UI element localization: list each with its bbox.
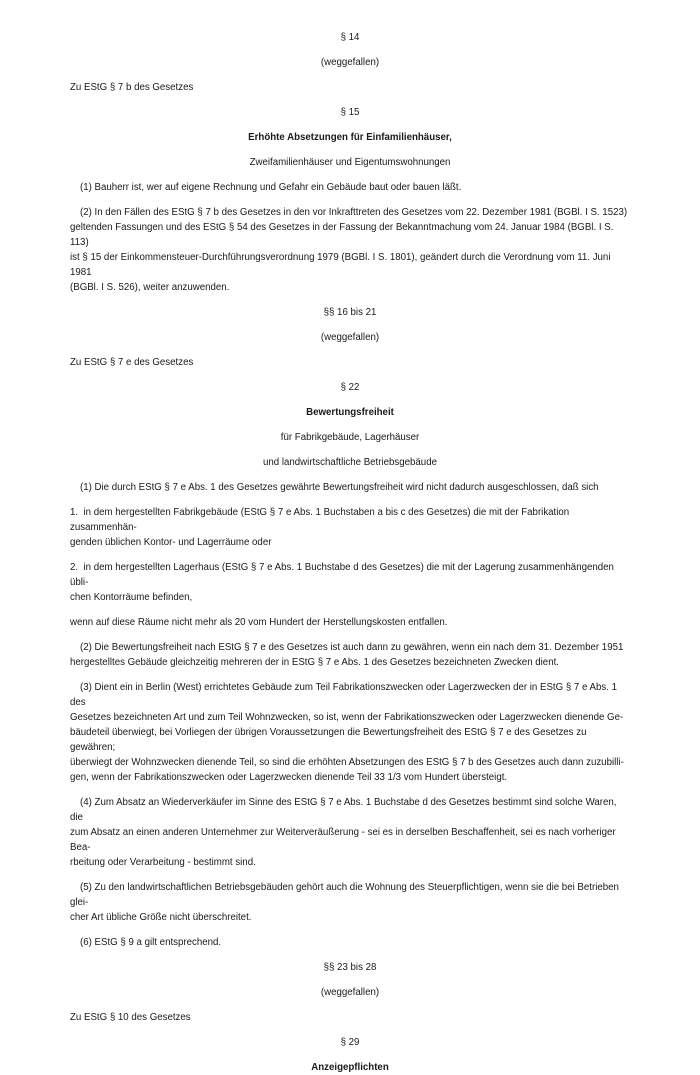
section-number: § 29 (340, 1037, 360, 1048)
section-number: § 15 (340, 107, 360, 118)
section-subtitle: Zweifamilienhäuser und Eigentumswohnungen (249, 157, 451, 168)
paragraph: (6) EStG § 9 a gilt entsprechend. (80, 937, 222, 948)
section-title: Bewertungsfreiheit (306, 407, 394, 418)
repealed-note: (weggefallen) (320, 57, 380, 68)
gesetz-reference-label: Zu EStG § 7 e des Gesetzes (70, 357, 194, 368)
section-number: §§ 23 bis 28 (323, 962, 377, 973)
document-body (70, 30, 630, 1075)
paragraph: (1) Die durch EStG § 7 e Abs. 1 des Gesetzes gewährte Bewertungsfreiheit wird nicht dadurch ausgeschlossen, daß sich (80, 482, 599, 493)
section-subtitle: und landwirtschaftliche Betriebsgebäude (263, 457, 437, 468)
repealed-note: (weggefallen) (320, 987, 380, 998)
gesetz-reference-label: Zu EStG § 7 b des Gesetzes (70, 82, 194, 93)
section-number: § 22 (340, 382, 360, 393)
gesetz-reference-label: Zu EStG § 10 des Gesetzes (70, 1012, 191, 1023)
section-subtitle: für Fabrikgebäude, Lagerhäuser (280, 432, 420, 443)
paragraph: (2) In den Fällen des EStG § 7 b des Gesetzes in den vor Inkrafttreten des Gesetzes vom 22. Dezember 1981 (BGBl. I S. 1523) geltenden Fassungen und des EStG § 54 des Gesetzes in der Fassung der Bekanntmachung vom 24. Januar 1984 (BGBl. I S. 113) ist § 15 der Einkommensteuer-Durchführungsverordnung 1979 (BGBl. I S. 1801), geändert durch die Verordnung vom 11. Juni 1981 (BGBl. I S. 526), weiter anzuwenden. (70, 207, 628, 293)
paragraph: wenn auf diese Räume nicht mehr als 20 vom Hundert der Herstellungskosten entfallen. (70, 617, 448, 628)
section-number: §§ 16 bis 21 (323, 307, 377, 318)
paragraph: (5) Zu den landwirtschaftlichen Betriebsgebäuden gehört auch die Wohnung des Steuerpflichtigen, wenn sie die bei Betrieben glei- cher Art übliche Größe nicht überschreitet. (70, 882, 619, 923)
section-title: Erhöhte Absetzungen für Einfamilienhäuser, (248, 132, 452, 143)
repealed-note: (weggefallen) (320, 332, 380, 343)
list-item: 1. in dem hergestellten Fabrikgebäude (EStG § 7 e Abs. 1 Buchstaben a bis c des Gesetzes) die mit der Fabrikation zusammenhän- genden üblichen Kontor- und Lagerräume oder (70, 507, 570, 548)
section-number: § 14 (340, 32, 360, 43)
paragraph: (1) Bauherr ist, wer auf eigene Rechnung und Gefahr ein Gebäude baut oder bauen läßt. (80, 182, 462, 193)
paragraph: (4) Zum Absatz an Wiederverkäufer im Sinne des EStG § 7 e Abs. 1 Buchstabe d des Gesetzes bestimmt sind solche Waren, die zum Absatz an einen anderen Unternehmer zur Weiterveräußerung - sei es in derselben Beschaffenheit, sei es nach vorheriger Bea- rbeitung oder Verarbeitung - bestimmt sind. (70, 797, 617, 868)
section-title: Anzeigepflichten (311, 1062, 389, 1073)
paragraph: (2) Die Bewertungsfreiheit nach EStG § 7 e des Gesetzes ist auch dann zu gewähren, wenn ein nach dem 31. Dezember 1951 hergestelltes Gebäude gleichzeitig mehreren der in EStG § 7 e Abs. 1 des Gesetzes bezeichneten Zwecken dient. (70, 642, 624, 668)
list-item: 2. in dem hergestellten Lagerhaus (EStG § 7 e Abs. 1 Buchstabe d des Gesetzes) die mit der Lagerung zusammenhängenden übli- chen Kontorräume befinden, (70, 562, 614, 603)
paragraph: (3) Dient ein in Berlin (West) errichtetes Gebäude zum Teil Fabrikationszwecken oder Lagerzwecken der in EStG § 7 e Abs. 1 des Gesetzes bezeichneten Art und zum Teil Wohnzwecken, so ist, wenn der Fabrikationszwecken oder Lagerzwecken dienende Ge- bäudeteil überwiegt, bei Vorliegen der übrigen Voraussetzungen die Bewertungsfreiheit des EStG § 7 e des Gesetzes zu gewähren; überwiegt der Wohnzwecken dienende Teil, so sind die erhöhten Absetzungen des EStG § 7 b des Gesetzes auch dann zuzubilli- gen, wenn der Fabrikationszwecken oder Lagerzwecken dienende Teil 33 1/3 vom Hundert übersteigt. (70, 682, 624, 783)
